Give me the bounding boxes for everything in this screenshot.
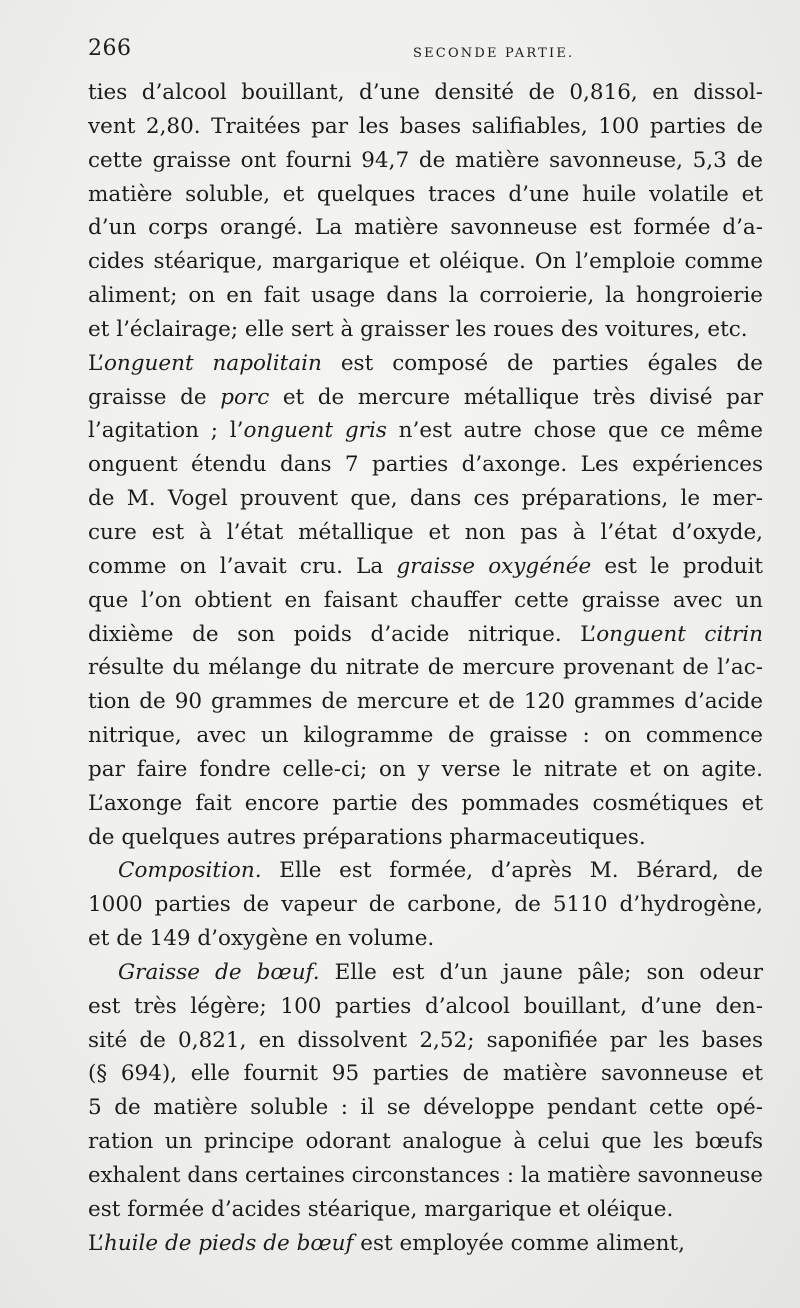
text-line: [88, 414, 763, 448]
text-line: [88, 1024, 763, 1058]
text-line: [88, 313, 763, 347]
text-segment: Elle est d’un jaune pâle; son odeur: [319, 959, 763, 985]
text-segment: que l’on obtient en faisant chauffer cette graisse avec un: [88, 587, 763, 613]
text-segment: n’est autre chose que ce même: [386, 418, 763, 444]
text-line: [88, 144, 763, 178]
text-segment: L’: [88, 1230, 104, 1256]
text-line: [88, 1091, 763, 1125]
text-line: [88, 482, 763, 516]
text-line: [88, 922, 763, 956]
text-line: [88, 516, 763, 550]
text-segment: matière soluble, et quelques traces d’une huile volatile et: [88, 181, 763, 207]
text-segment: tion de 90 grammes de mercure et de 120 grammes d’acide: [88, 689, 763, 715]
italic-text: onguent napolitain: [103, 350, 322, 376]
text-segment: de M. Vogel prouvent que, dans ces préparations, le mer-: [88, 486, 763, 512]
text-segment: nitrique, avec un kilogramme de graisse : on commence: [88, 723, 763, 749]
text-segment: 1000 parties de vapeur de carbone, de 5110 d’hydrogène,: [88, 892, 763, 918]
text-line: [88, 888, 763, 922]
text-segment: cette graisse ont fourni 94,7 de matière savonneuse, 5,3 de: [88, 147, 763, 173]
text-segment: l’agitation ; l’: [88, 418, 244, 444]
text-line: [88, 1159, 763, 1193]
text-segment: vent 2,80. Traitées par les bases salifiables, 100 parties de: [88, 113, 763, 139]
text-line: [88, 550, 763, 584]
text-line: [88, 448, 763, 482]
text-segment: est très légère; 100 parties d’alcool bouillant, d’une den-: [88, 993, 763, 1019]
text-line: [88, 787, 763, 821]
text-segment: ration un principe odorant analogue à celui que les bœufs: [88, 1129, 763, 1155]
text-segment: est composé de parties égales de: [321, 350, 763, 376]
text-line: [88, 821, 763, 855]
text-line: [88, 990, 763, 1024]
text-segment: est employée comme aliment,: [353, 1230, 685, 1256]
text-segment: L’: [88, 350, 104, 376]
italic-text: porc: [220, 384, 270, 410]
text-segment: (§ 694), elle fournit 95 parties de matière savonneuse et: [88, 1061, 763, 1087]
text-line: [88, 1227, 763, 1261]
page-number: 266: [88, 36, 132, 61]
text-segment: aliment; on en fait usage dans la corroierie, la hongroierie: [88, 283, 763, 309]
text-segment: résulte du mélange du nitrate de mercure provenant de l’ac-: [88, 655, 763, 681]
text-line: [88, 1125, 763, 1159]
text-line: [88, 618, 763, 652]
text-line: [88, 956, 763, 990]
text-line: [88, 753, 763, 787]
italic-text: onguent citrin: [596, 621, 763, 647]
text-segment: et l’éclairage; elle sert à graisser les roues des voitures, etc.: [88, 316, 748, 342]
body-text: [88, 76, 763, 1261]
text-segment: dixième de son poids d’acide nitrique. L’: [88, 621, 597, 647]
text-line: [88, 584, 763, 618]
text-line: [88, 719, 763, 753]
text-line: [88, 245, 763, 279]
text-segment: d’un corps orangé. La matière savonneuse est formée d’a-: [88, 215, 763, 241]
text-line: [88, 110, 763, 144]
text-segment: comme on l’avait cru. La: [88, 553, 397, 579]
text-segment: est le produit: [591, 553, 763, 579]
text-line: [88, 651, 763, 685]
page-header: [88, 34, 768, 74]
text-segment: cides stéarique, margarique et oléique. On l’emploie comme: [88, 249, 763, 275]
text-segment: par faire fondre celle-ci; on y verse le nitrate et on agite.: [88, 756, 763, 782]
text-segment: sité de 0,821, en dissolvent 2,52; saponifiée par les bases: [88, 1027, 763, 1053]
text-line: [88, 178, 763, 212]
text-segment: exhalent dans certaines circonstances : la matière savonneuse: [88, 1163, 763, 1188]
italic-text: onguent gris: [243, 418, 387, 444]
text-segment: est formée d’acides stéarique, margarique et oléique.: [88, 1196, 674, 1222]
text-segment: de quelques autres préparations pharmaceutiques.: [88, 824, 646, 850]
text-line: [88, 1057, 763, 1091]
italic-text: graisse oxygénée: [396, 553, 592, 579]
text-line: [88, 1193, 763, 1227]
text-segment: cure est à l’état métallique et non pas à l’état d’oxyde,: [88, 519, 763, 545]
text-segment: L’axonge fait encore partie des pommades cosmétiques et: [88, 790, 763, 816]
text-line: [88, 76, 763, 110]
text-line: [88, 211, 763, 245]
text-segment: ties d’alcool bouillant, d’une densité de 0,816, en dissol-: [88, 80, 763, 105]
text-line: [88, 279, 763, 313]
text-segment: et de mercure métallique très divisé par: [269, 384, 763, 410]
text-segment: onguent étendu dans 7 parties d’axonge. Les expériences: [88, 452, 763, 478]
text-line: [88, 381, 763, 415]
text-segment: 5 de matière soluble : il se développe pendant cette opé-: [88, 1095, 763, 1121]
running-head: SECONDE PARTIE.: [413, 46, 575, 61]
text-segment: Elle est formée, d’après M. Bérard, de: [261, 858, 763, 884]
italic-text: huile de pieds de bœuf: [103, 1230, 354, 1256]
italic-text: Graisse de bœuf.: [118, 959, 320, 985]
text-line: [88, 685, 763, 719]
text-segment: graisse de: [88, 384, 221, 410]
text-segment: et de 149 d’oxygène en volume.: [88, 926, 435, 952]
text-line: [88, 347, 763, 381]
text-line: [88, 854, 763, 888]
italic-text: Composition.: [118, 858, 262, 884]
